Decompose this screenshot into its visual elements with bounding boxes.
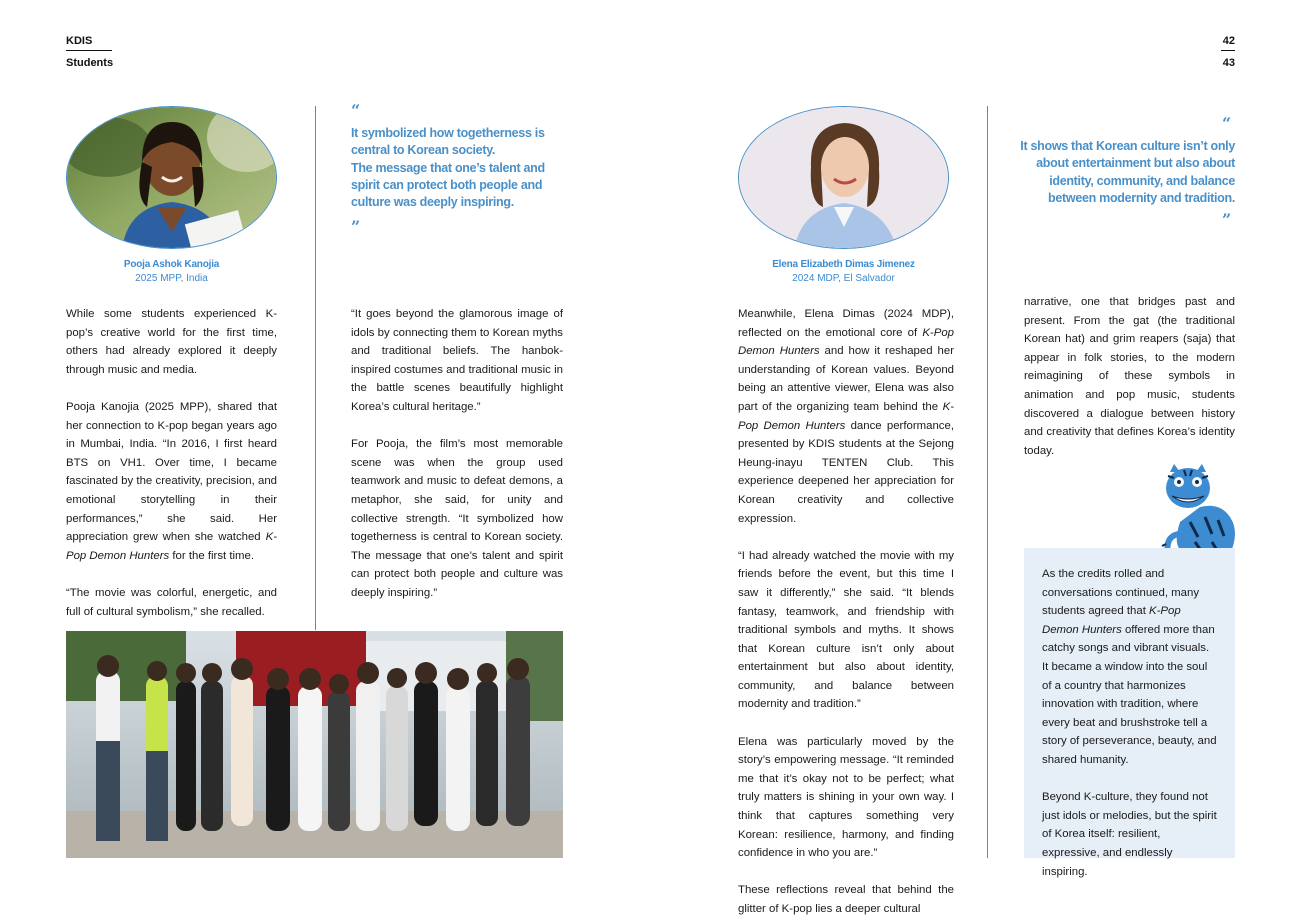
col1-paragraph-3: “The movie was colorful, energetic, and full of cultural symbolism,” she recalled. [66,586,277,618]
caption-elena-name: Elena Elizabeth Dimas Jimenez [772,259,915,270]
header-rule-left [66,50,112,51]
col1-p2-text-b: for the first time. [169,549,255,562]
page-number-left: 42 [1222,35,1235,47]
col2-paragraph-2: For Pooja, the film’s most memorable scene was when the group used teamwork and music to defeat demons, a metaphor, she said, for unity and collective strength. “It symbolized how togetherness is central to Korean society. The message that one’s talent and spirit can protect both people and culture was deeply inspiring.” [351,438,563,599]
film-title: K-Pop Demon Hunters [738,326,954,358]
portrait-elena-image [739,107,949,249]
pull-quote-elena: It shows that Korean culture isn’t only about entertainment but also about identity, community, and balance between modernity and tradition. [1020,139,1235,205]
col3-p1-text-b: and how it reshaped her understanding of Korean values. Beyond being an attentive viewer, Elena was also part of the organizing team behind the [738,345,954,413]
sidebox-text [1042,565,1217,881]
col1-p2-text-a: Pooja Kanojia (2025 MPP), shared that her connection to K-pop began years ago in Mumbai, India. “In 2016, I first heard BTS on VH1. Over time, I became fascinated by the creativity, precision, and emotional storytelling in their performances,” she said. Her appreciation grew when she watched [66,400,277,544]
subsection-title: Students [66,57,114,69]
column-divider-right [987,106,988,858]
caption-pooja [66,258,277,286]
col3-paragraph-4: These reflections reveal that behind the glitter of K-pop lies a deeper cultural [738,884,954,915]
quote-close-icon: ” [351,217,361,236]
col2-paragraph-1: “It goes beyond the glamorous image of idols by connecting them to Korean myths and traditional beliefs. The hanbok-inspired costumes and traditional music in the battle scenes beautifully highlight Korea’s cultural heritage.” [351,308,563,413]
caption-elena [738,258,949,286]
sidebox-p1-text-a: As the credits rolled and conversations continued, many students agreed that [1042,568,1200,618]
group-photo [66,631,563,858]
pull-quote-pooja-line-b: The message that one’s talent and spirit can protect both people and culture was deeply inspiring. [351,160,545,210]
sidebox-paragraph-1 [1042,565,1217,770]
film-title: K-Pop Demon Hunters [66,531,277,562]
portrait-pooja [66,106,277,249]
col4-paragraph-1: narrative, one that bridges past and present. From the gat (the traditional Korean hat) and grim reapers (saja) that appear in folk stories, to the modern reimagining of these symbols in animation and pop music, students discovered a dialogue between history and creativity that defines Korea’s identity today. [1024,296,1235,457]
article-column-1 [66,305,277,621]
group-photo-image [66,631,563,858]
article-column-3 [738,305,954,919]
tiger-icon [1160,462,1238,556]
caption-pooja-name: Pooja Ashok Kanojia [123,259,220,270]
col1-paragraph-1: While some students experienced K-pop’s creative world for the first time, others had already explored it deeply through music and media. [66,308,277,376]
sidebox-paragraph-2: Beyond K-culture, they found not just idols or melodies, but the spirit of Korea itself: resilient, expressive, and endlessly inspiring. [1042,791,1217,878]
quote-close-icon-2: ” [1222,210,1232,229]
col3-p1-text-c: dance performance, presented by KDIS students at the Sejong Heung-inayu TENTEN Club. This experience deepened her appreciation for Korean creativity and collective expression. [738,419,954,525]
col3-paragraph-3: Elena was particularly moved by the story’s empowering message. “It reminded me that it’s okay not to be perfect; what truly matters is shining in your own way. I think that captures something very Korean: resilience, harmony, and finding confidence in who you are.” [738,735,954,860]
pull-quote-pooja-line-a: It symbolized how togetherness is central to Korean society. [351,126,545,158]
page-number-right: 43 [1222,57,1235,69]
section-title: KDIS [66,35,93,47]
pull-quote-pooja [351,125,551,211]
portrait-pooja-image [67,107,277,249]
col3-paragraph-1 [738,305,954,528]
article-column-2 [351,305,563,603]
quote-open-icon: “ [351,101,361,120]
film-title: K-Pop Demon Hunters [738,400,954,432]
sidebox-p1-text-b: offered more than catchy songs and vibrant visuals. It became a window into the soul of a country that harmonizes innovation with tradition, where every beat and brushstroke tell a story of perseverance, beauty, and shared humanity. [1042,623,1217,766]
portrait-elena [738,106,949,249]
quote-open-icon-2: “ [1222,114,1232,133]
col3-paragraph-2: “I had already watched the movie with my friends before the event, but this time I saw it differently,” she said. “It blends fantasy, teamwork, and friendship with traditional symbols and myths. It shows that Korean culture isn’t only about entertainment but also about identity, community, and balance between modernity and tradition.” [738,549,954,711]
header-rule-right [1221,50,1235,51]
article-column-4 [1024,293,1235,460]
film-title: K-Pop Demon Hunters [1042,605,1181,636]
column-divider-left [315,106,316,630]
caption-pooja-program: 2025 MPP, India [135,273,208,284]
tiger-illustration-icon [1160,462,1238,556]
caption-elena-program: 2024 MDP, El Salvador [792,273,895,284]
col3-p1-text-a: Meanwhile, Elena Dimas (2024 MDP), reflected on the emotional core of [738,308,954,339]
col1-paragraph-2 [66,398,277,565]
